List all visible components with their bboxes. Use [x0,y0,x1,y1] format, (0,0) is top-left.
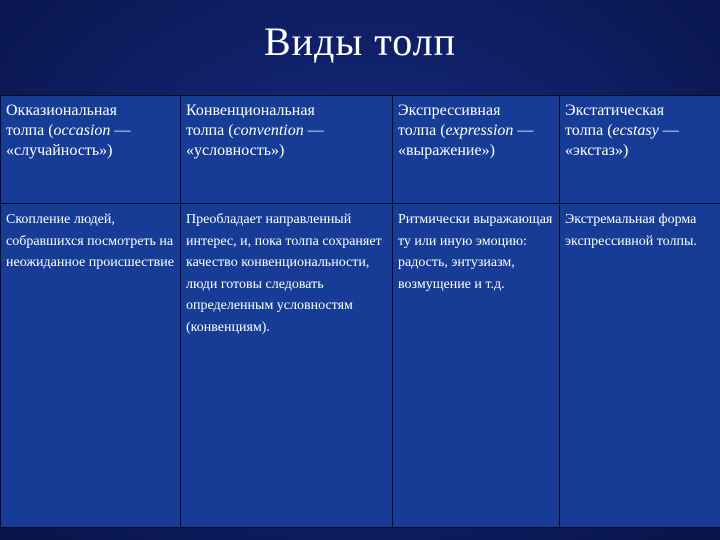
description-cell-occasional: Скопление людей, собравшихся посмотреть на неожиданное происшествие [1,204,181,528]
translation: «случайность») [6,142,113,159]
crowd-word: толпа [398,122,437,139]
crowd-types-table [0,95,720,528]
crowd-word: толпа [186,122,225,139]
crowd-type-name: Конвенциональная [186,102,315,119]
crowd-type-name: Экспрессивная [398,102,501,119]
table-header-row [1,96,720,204]
crowd-type-name: Экстатическая [565,102,665,119]
crowd-type-name: Окказиональная [6,102,117,119]
crowd-word: толпа [565,122,604,139]
crowd-word: толпа [6,122,45,139]
slide-title: Виды толп [263,19,457,64]
dash: — [114,122,131,139]
dash: — [517,122,534,139]
translation: «выражение») [398,142,495,159]
translation: «экстаз») [565,142,629,159]
latin-term: occasion [53,122,111,139]
translation: «условность») [186,142,285,159]
latin-term: expression [445,122,514,139]
latin-term: ecstasy [612,122,659,139]
dash: — [307,122,324,139]
description-cell-expressive: Ритмически выражающая ту или иную эмоцию: радость, энтузиазм, возмущение и т.д. [393,204,560,528]
header-cell-ecstatic: Экстатическая толпа (ecstasy — «экстаз») [560,96,720,204]
table-description-row [1,204,720,528]
header-cell-expressive: Экспрессивная толпа (expression — «выражение») [393,96,560,204]
header-cell-occasional: Окказиональная толпа (occasion — «случайность») [1,96,181,204]
header-cell-conventional: Конвенциональная толпа (convention — «условность») [181,96,393,204]
latin-term: convention [233,122,304,139]
description-cell-conventional: Преобладает направленный интерес, и, пока толпа сохраняет качество конвенциональности, люди готовы следовать определенным условностям (конвенциям). [181,204,393,528]
dash: — [662,122,679,139]
description-cell-ecstatic: Экстремальная форма экспрессивной толпы. [560,204,720,528]
